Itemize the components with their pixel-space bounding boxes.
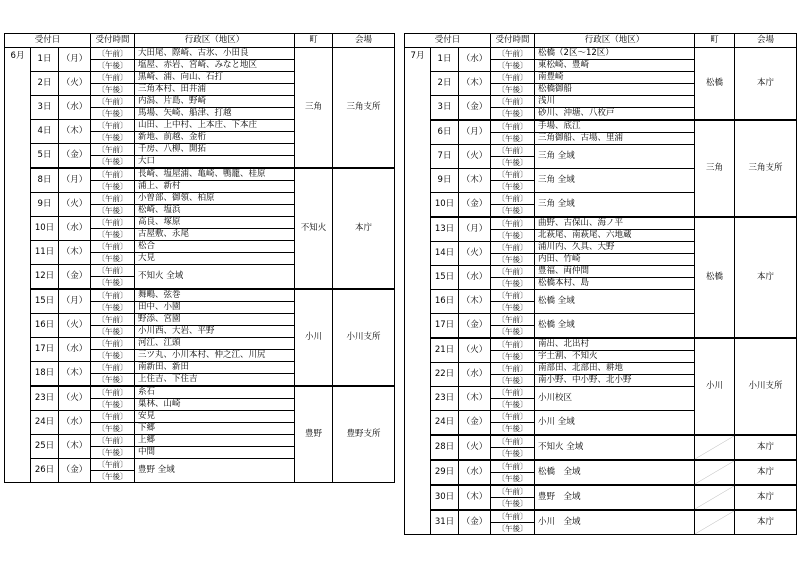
day-of-week: （木）	[459, 72, 491, 96]
district-am: 豊福、両仲間	[535, 266, 695, 278]
header-town: 町	[695, 34, 735, 48]
slot-pm: 〔午後〕	[91, 326, 135, 338]
district-pm: 古屋敷、永尾	[135, 229, 295, 241]
day-of-week: （木）	[459, 290, 491, 314]
schedule-table-june	[4, 33, 395, 483]
district-all: 三角 全域	[535, 193, 695, 218]
slot-am: 〔午前〕	[91, 265, 135, 277]
day-date: 15日	[31, 289, 59, 314]
day-of-week: （月）	[459, 120, 491, 145]
day-date: 14日	[431, 242, 459, 266]
district-pm: 宇土割、不知火	[535, 351, 695, 363]
district-pm: 松崎、塩浜	[135, 205, 295, 217]
day-date: 16日	[31, 314, 59, 338]
day-of-week: （火）	[459, 435, 491, 460]
day-date: 3日	[31, 96, 59, 120]
month-label: 6月	[5, 48, 31, 483]
district-pm: 三ツ丸、小川本村、仲之江、川尻	[135, 350, 295, 362]
slot-am: 〔午前〕	[91, 168, 135, 181]
district-pm: 松橋本村、島	[535, 278, 695, 290]
town-cell: 三角	[695, 120, 735, 217]
month-label: 7月	[405, 48, 431, 535]
district-all: 豊野 全域	[135, 459, 295, 483]
district-am: 松橋（2区～12区）	[535, 48, 695, 60]
day-date: 11日	[31, 241, 59, 265]
day-date: 2日	[431, 72, 459, 96]
slot-am: 〔午前〕	[491, 460, 535, 473]
town-cell	[695, 460, 735, 485]
day-of-week: （木）	[59, 362, 91, 387]
slot-am: 〔午前〕	[91, 193, 135, 205]
day-of-week: （金）	[459, 193, 491, 218]
district-pm: 上住吉、下住吉	[135, 374, 295, 387]
district-all: 三角 全域	[535, 169, 695, 193]
slot-am: 〔午前〕	[91, 338, 135, 350]
slot-am: 〔午前〕	[491, 145, 535, 157]
header-reception-date: 受付日	[405, 34, 491, 48]
slot-pm: 〔午後〕	[491, 399, 535, 411]
slot-am: 〔午前〕	[91, 289, 135, 302]
district-pm: 東松崎、豊崎	[535, 60, 695, 72]
district-am: 南新田、新田	[135, 362, 295, 374]
slot-pm: 〔午後〕	[491, 523, 535, 535]
district-am: 浦川内、久具、大野	[535, 242, 695, 254]
venue-cell: 本庁	[735, 217, 797, 338]
district-pm: 北萩尾、南萩尾、六地蔵	[535, 230, 695, 242]
day-of-week: （月）	[59, 48, 91, 72]
slot-pm: 〔午後〕	[491, 181, 535, 193]
diagonal-strike	[695, 486, 734, 509]
slot-am: 〔午前〕	[91, 459, 135, 471]
district-am: 南出、北出村	[535, 338, 695, 351]
district-pm: 馬場、矢崎、船津、打越	[135, 108, 295, 120]
venue-cell: 三角支所	[333, 48, 395, 169]
day-of-week: （木）	[59, 120, 91, 144]
slot-pm: 〔午後〕	[491, 423, 535, 436]
slot-pm: 〔午後〕	[91, 229, 135, 241]
slot-pm: 〔午後〕	[91, 471, 135, 483]
slot-pm: 〔午後〕	[91, 132, 135, 144]
slot-am: 〔午前〕	[91, 48, 135, 60]
day-date: 10日	[31, 217, 59, 241]
slot-am: 〔午前〕	[491, 193, 535, 205]
schedule-table-july	[404, 33, 797, 535]
slot-am: 〔午前〕	[91, 96, 135, 108]
slot-pm: 〔午後〕	[91, 399, 135, 411]
slot-pm: 〔午後〕	[491, 84, 535, 96]
slot-am: 〔午前〕	[491, 510, 535, 523]
table-row	[5, 168, 395, 181]
day-of-week: （木）	[459, 387, 491, 411]
table-row	[405, 510, 797, 523]
header-venue: 会場	[735, 34, 797, 48]
day-date: 12日	[31, 265, 59, 290]
district-pm: 三角本村、田井浦	[135, 84, 295, 96]
district-all: 松橋 全域	[535, 290, 695, 314]
day-of-week: （火）	[59, 193, 91, 217]
slot-am: 〔午前〕	[491, 485, 535, 498]
district-am: 手場、底江	[535, 120, 695, 133]
district-am: 山田、上中村、上本庄、下本庄	[135, 120, 295, 132]
table-row	[405, 338, 797, 351]
day-date: 25日	[31, 435, 59, 459]
slot-pm: 〔午後〕	[91, 60, 135, 72]
slot-am: 〔午前〕	[491, 314, 535, 326]
slot-am: 〔午前〕	[91, 72, 135, 84]
day-of-week: （月）	[59, 168, 91, 193]
day-date: 5日	[31, 144, 59, 169]
day-date: 10日	[431, 193, 459, 218]
slot-am: 〔午前〕	[491, 363, 535, 375]
day-of-week: （火）	[59, 386, 91, 411]
slot-pm: 〔午後〕	[491, 448, 535, 461]
slot-pm: 〔午後〕	[491, 326, 535, 339]
district-am: 浅川	[535, 96, 695, 108]
town-cell: 豊野	[295, 386, 333, 483]
slot-pm: 〔午後〕	[491, 157, 535, 169]
town-cell: 小川	[695, 338, 735, 435]
diagonal-strike	[695, 511, 734, 534]
slot-am: 〔午前〕	[91, 217, 135, 229]
table-row	[405, 435, 797, 448]
town-cell: 松橋	[695, 48, 735, 121]
town-cell: 三角	[295, 48, 333, 169]
district-all: 松橋 全域	[535, 460, 695, 485]
district-am: 糸石	[135, 386, 295, 399]
district-am: 曲野、古保山、海ノ平	[535, 217, 695, 230]
slot-pm: 〔午後〕	[491, 498, 535, 511]
district-all: 小川校区	[535, 387, 695, 411]
header-row	[405, 34, 797, 48]
slot-am: 〔午前〕	[491, 266, 535, 278]
header-reception-date: 受付日	[5, 34, 91, 48]
slot-am: 〔午前〕	[91, 144, 135, 156]
district-pm: 浦上、新村	[135, 181, 295, 193]
slot-pm: 〔午後〕	[91, 108, 135, 120]
district-all: 不知火 全域	[535, 435, 695, 460]
district-am: 内潟、片島、野崎	[135, 96, 295, 108]
district-pm: 新地、前越、金桁	[135, 132, 295, 144]
district-pm: 内田、竹崎	[535, 254, 695, 266]
day-date: 21日	[431, 338, 459, 363]
district-am: 大田尾、際崎、古氷、小田良	[135, 48, 295, 60]
venue-cell: 本庁	[735, 485, 797, 510]
district-pm: 中間	[135, 447, 295, 459]
day-date: 1日	[31, 48, 59, 72]
town-cell	[695, 485, 735, 510]
slot-am: 〔午前〕	[91, 362, 135, 374]
district-am: 千房、八柳、開拓	[135, 144, 295, 156]
slot-am: 〔午前〕	[91, 314, 135, 326]
day-date: 31日	[431, 510, 459, 535]
slot-pm: 〔午後〕	[491, 230, 535, 242]
day-of-week: （火）	[459, 338, 491, 363]
slot-pm: 〔午後〕	[491, 133, 535, 145]
day-date: 18日	[31, 362, 59, 387]
district-am: 南豊崎	[535, 72, 695, 84]
day-date: 9日	[31, 193, 59, 217]
town-cell	[695, 435, 735, 460]
district-pm: 下郷	[135, 423, 295, 435]
district-am: 高良、塚原	[135, 217, 295, 229]
slot-pm: 〔午後〕	[491, 375, 535, 387]
district-pm: 砂川、沖塘、八枚戸	[535, 108, 695, 121]
header-venue: 会場	[333, 34, 395, 48]
district-all: 三角 全域	[535, 145, 695, 169]
slot-pm: 〔午後〕	[491, 302, 535, 314]
district-am: 安見	[135, 411, 295, 423]
day-of-week: （月）	[59, 289, 91, 314]
diagonal-strike	[695, 436, 734, 459]
district-all: 松橋 全域	[535, 314, 695, 339]
district-pm: 松橋御船	[535, 84, 695, 96]
slot-pm: 〔午後〕	[491, 473, 535, 486]
header-reception-time: 受付時間	[91, 34, 135, 48]
slot-am: 〔午前〕	[491, 290, 535, 302]
district-all: 小川 全域	[535, 510, 695, 535]
slot-pm: 〔午後〕	[91, 374, 135, 387]
district-pm: 南小野、中小野、北小野	[535, 375, 695, 387]
day-of-week: （木）	[59, 241, 91, 265]
day-date: 28日	[431, 435, 459, 460]
table-row	[405, 48, 797, 60]
district-am: 長崎、塩屋浦、亀崎、鴨籠、桂原	[135, 168, 295, 181]
district-am: 黒崎、浦、向山、石打	[135, 72, 295, 84]
district-pm: 塩屋、赤岩、宮崎、みなと地区	[135, 60, 295, 72]
slot-pm: 〔午後〕	[91, 350, 135, 362]
slot-pm: 〔午後〕	[91, 156, 135, 169]
district-am: 南部田、北部田、耕地	[535, 363, 695, 375]
day-date: 23日	[431, 387, 459, 411]
day-date: 23日	[31, 386, 59, 411]
slot-am: 〔午前〕	[91, 386, 135, 399]
slot-am: 〔午前〕	[491, 217, 535, 230]
day-of-week: （木）	[59, 435, 91, 459]
day-date: 7日	[431, 145, 459, 169]
header-district: 行政区（地区）	[535, 34, 695, 48]
town-cell: 不知火	[295, 168, 333, 289]
day-of-week: （水）	[59, 96, 91, 120]
day-date: 6日	[431, 120, 459, 145]
header-row	[5, 34, 395, 48]
day-date: 16日	[431, 290, 459, 314]
venue-cell: 本庁	[333, 168, 395, 289]
schedule-body-july	[405, 48, 797, 535]
day-date: 13日	[431, 217, 459, 242]
venue-cell: 小川支所	[333, 289, 395, 386]
table-row	[5, 386, 395, 399]
slot-pm: 〔午後〕	[91, 181, 135, 193]
day-of-week: （金）	[459, 510, 491, 535]
day-of-week: （火）	[59, 314, 91, 338]
table-row	[5, 48, 395, 60]
day-date: 3日	[431, 96, 459, 121]
day-of-week: （水）	[459, 266, 491, 290]
day-of-week: （金）	[59, 459, 91, 483]
slot-pm: 〔午後〕	[91, 277, 135, 290]
slot-pm: 〔午後〕	[91, 447, 135, 459]
district-am: 上郷	[135, 435, 295, 447]
slot-am: 〔午前〕	[491, 72, 535, 84]
slot-pm: 〔午後〕	[491, 108, 535, 121]
district-all: 小川 全域	[535, 411, 695, 436]
slot-pm: 〔午後〕	[491, 351, 535, 363]
day-date: 17日	[431, 314, 459, 339]
district-am: 野添、宮園	[135, 314, 295, 326]
table-row	[405, 217, 797, 230]
slot-am: 〔午前〕	[491, 411, 535, 423]
venue-cell: 本庁	[735, 460, 797, 485]
venue-cell: 三角支所	[735, 120, 797, 217]
slot-pm: 〔午後〕	[91, 302, 135, 314]
slot-pm: 〔午後〕	[91, 253, 135, 265]
slot-am: 〔午前〕	[91, 435, 135, 447]
slot-am: 〔午前〕	[91, 120, 135, 132]
day-of-week: （月）	[459, 217, 491, 242]
district-pm: 大口	[135, 156, 295, 169]
day-of-week: （水）	[459, 460, 491, 485]
district-pm: 三角御船、古場、里浦	[535, 133, 695, 145]
district-all: 豊野 全域	[535, 485, 695, 510]
day-of-week: （金）	[59, 265, 91, 290]
slot-am: 〔午前〕	[491, 242, 535, 254]
slot-pm: 〔午後〕	[91, 84, 135, 96]
slot-am: 〔午前〕	[491, 387, 535, 399]
district-pm: 小川西、大岩、平野	[135, 326, 295, 338]
day-date: 26日	[31, 459, 59, 483]
slot-am: 〔午前〕	[491, 169, 535, 181]
slot-am: 〔午前〕	[491, 96, 535, 108]
day-date: 15日	[431, 266, 459, 290]
day-date: 30日	[431, 485, 459, 510]
day-of-week: （金）	[459, 314, 491, 339]
day-of-week: （火）	[459, 242, 491, 266]
table-row	[405, 485, 797, 498]
day-date: 2日	[31, 72, 59, 96]
day-date: 4日	[31, 120, 59, 144]
slot-am: 〔午前〕	[491, 435, 535, 448]
venue-cell: 本庁	[735, 510, 797, 535]
day-date: 1日	[431, 48, 459, 72]
slot-pm: 〔午後〕	[491, 254, 535, 266]
venue-cell: 豊野支所	[333, 386, 395, 483]
slot-pm: 〔午後〕	[491, 278, 535, 290]
town-cell	[695, 510, 735, 535]
day-of-week: （木）	[459, 485, 491, 510]
day-date: 8日	[31, 168, 59, 193]
slot-am: 〔午前〕	[491, 338, 535, 351]
slot-pm: 〔午後〕	[491, 205, 535, 218]
venue-cell: 小川支所	[735, 338, 797, 435]
schedule-body-june	[5, 48, 395, 483]
town-cell: 松橋	[695, 217, 735, 338]
day-of-week: （水）	[59, 411, 91, 435]
table-row	[405, 460, 797, 473]
day-of-week: （金）	[459, 411, 491, 436]
day-of-week: （金）	[59, 144, 91, 169]
town-cell: 小川	[295, 289, 333, 386]
slot-pm: 〔午後〕	[491, 60, 535, 72]
header-district: 行政区（地区）	[135, 34, 295, 48]
slot-pm: 〔午後〕	[91, 205, 135, 217]
district-am: 松合	[135, 241, 295, 253]
venue-cell: 本庁	[735, 48, 797, 121]
day-of-week: （火）	[59, 72, 91, 96]
diagonal-strike	[695, 461, 734, 484]
day-date: 24日	[31, 411, 59, 435]
header-town: 町	[295, 34, 333, 48]
day-date: 24日	[431, 411, 459, 436]
slot-am: 〔午前〕	[491, 48, 535, 60]
slot-am: 〔午前〕	[491, 120, 535, 133]
day-date: 17日	[31, 338, 59, 362]
day-of-week: （木）	[459, 169, 491, 193]
day-of-week: （水）	[59, 338, 91, 362]
slot-am: 〔午前〕	[91, 241, 135, 253]
district-pm: 巣林、山崎	[135, 399, 295, 411]
day-date: 9日	[431, 169, 459, 193]
district-am: 舞鴫、弦巻	[135, 289, 295, 302]
day-of-week: （水）	[59, 217, 91, 241]
district-am: 河江、江頭	[135, 338, 295, 350]
district-am: 小曽部、御領、柏原	[135, 193, 295, 205]
district-pm: 大見	[135, 253, 295, 265]
day-date: 29日	[431, 460, 459, 485]
district-pm: 田中、小園	[135, 302, 295, 314]
slot-am: 〔午前〕	[91, 411, 135, 423]
header-reception-time: 受付時間	[491, 34, 535, 48]
venue-cell: 本庁	[735, 435, 797, 460]
table-row	[405, 120, 797, 133]
slot-pm: 〔午後〕	[91, 423, 135, 435]
day-of-week: （水）	[459, 363, 491, 387]
table-row	[5, 289, 395, 302]
day-of-week: （火）	[459, 145, 491, 169]
district-all: 不知火 全域	[135, 265, 295, 290]
day-of-week: （金）	[459, 96, 491, 121]
day-of-week: （水）	[459, 48, 491, 72]
day-date: 22日	[431, 363, 459, 387]
